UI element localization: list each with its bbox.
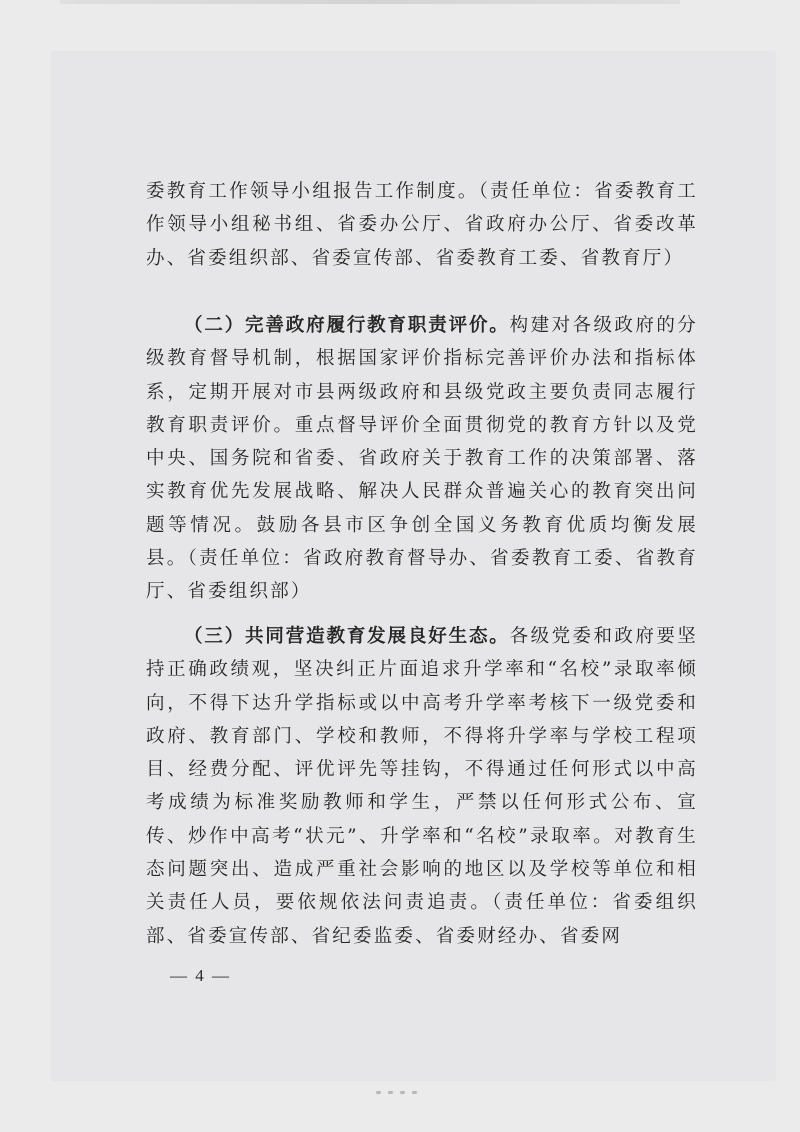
paragraph-1 xyxy=(146,175,698,275)
paragraph-2 xyxy=(146,309,698,609)
paragraph-3 xyxy=(146,620,698,953)
paragraph-2-body: 构建对各级政府的分级教育督导机制，根据国家评价指标完善评价办法和指标体系，定期开展对市县两级政府和县级党政主要负责同志履行教育职责评价。重点督导评价全面贯彻党的教育方针以及党中央、国务院和省委、省政府关于教育工作的决策部署、落实教育优先发展战略、解决人民群众普遍关心的教育突出问题等情况。鼓励各县市区争创全国义务教育优质均衡发展县。（责任单位：省政府教育督导办、省委教育工委、省教育厅、省委组织部） xyxy=(146,315,698,603)
scan-top-edge xyxy=(60,0,680,4)
scan-mark xyxy=(400,1091,405,1094)
scan-mark xyxy=(388,1091,393,1094)
paragraph-3-heading: （三）共同营造教育发展良好生态。 xyxy=(184,626,510,647)
paragraph-1-text: 委教育工作领导小组报告工作制度。（责任单位：省委教育工作领导小组秘书组、省委办公厅、省政府办公厅、省委改革办、省委组织部、省委宣传部、省委教育工委、省教育厅） xyxy=(146,181,698,269)
paragraph-3-body: 各级党委和政府要坚持正确政绩观，坚决纠正片面追求升学率和“名校”录取率倾向，不得下达升学指标或以中高考升学率考核下一级党委和政府、教育部门、学校和教师，不得将升学率与学校工程项目、经费分配、评优评先等挂钩，不得通过任何形式以中高考成绩为标准奖励教师和学生，严禁以任何形式公布、宣传、炒作中高考“状元”、升学率和“名校”录取率。对教育生态问题突出、造成严重社会影响的地区以及学校等单位和相关责任人员，要依规依法问责追责。（责任单位：省委组织部、省委宣传部、省纪委监委、省委财经办、省委网 xyxy=(146,626,698,947)
scan-mark xyxy=(412,1091,417,1094)
scan-artifact-marks xyxy=(376,1091,417,1094)
page-number: — 4 — xyxy=(170,966,231,985)
scan-mark xyxy=(376,1091,381,1094)
paragraph-2-heading: （二）完善政府履行教育职责评价。 xyxy=(184,315,510,336)
